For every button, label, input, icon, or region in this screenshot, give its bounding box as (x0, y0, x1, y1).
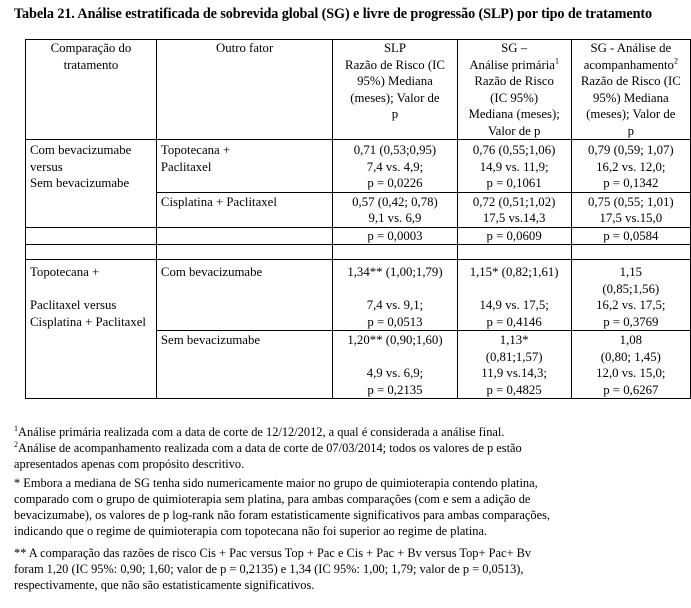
footnote-4: ** A comparação das razões de risco Cis + Pac versus Top + Pac e Cis + Pac + Bv versus Top+ Pac+ Bv foram 1,20 (IC 95%: 0,90; 1,60; valor de p = 0,2135) e 1,34 (IC 95%: 1,00; 1,79; valor de p = 0,0513), respectivamente, que não são estatisticamente significativos. (14, 546, 532, 592)
footnote-3: * Embora a mediana de SG tenha sido numericamente maior no grupo de quimioterapia contendo platina, comparado com o grupo de quimioterapia sem platina, para ambas comparações (com e sem a adição de bevacizumabe), os valores de p log-rank não foram estatisticamente significativos para ambas comparações, indicando que o regime de quimioterapia com topotecana não foi superior ao regime de platina. (14, 476, 551, 538)
table-row (26, 227, 691, 245)
spacer-row (26, 245, 691, 260)
footnote-ref-2: 2 (673, 56, 678, 66)
sg-primary-cell: 1,15* (0,82;1,61) 14,9 vs. 17,5; p = 0,4146 (457, 260, 571, 331)
header-slp: SLP Razão de Risco (IC 95%) Mediana (meses); Valor de p (333, 40, 457, 140)
footnote-2: $^2$Análise de acompanhamento realizada com a data de corte de 07/03/2014; todos os valores de p estão apresentados apenas com propósito descritivo. (14, 439, 522, 471)
header-sg-primary: SG – Análise primária$^1$ Razão de Risco (IC 95%) Mediana (meses); Valor de p (457, 40, 571, 140)
slp-cell: 1,34** (1,00;1,79) 7,4 vs. 9,1; p = 0,0513 (333, 260, 457, 331)
slp-cell: 1,20** (0,90;1,60) 4,9 vs. 6,9; p = 0,2135 (333, 331, 457, 399)
sg-followup-cell: 1,15 (0,85;1,56) 16,2 vs. 17,5; p = 0,3769 (571, 260, 690, 331)
header-other-factor: Outro fator (156, 40, 332, 140)
slp-cell: 0,57 (0,42; 0,78) 9,1 vs. 6,9 (333, 192, 457, 227)
header-comparison: Comparação do tratamento (26, 40, 157, 140)
factor-cell: Topotecana + Paclitaxel (156, 140, 332, 193)
slp-pvalue-cell: p = 0,0003 (333, 227, 457, 245)
header-row (26, 40, 691, 140)
group-label-topotecan: Topotecana + Paclitaxel versus Cisplatina + Paclitaxel (26, 260, 157, 399)
sg-followup-cell: 0,79 (0,59; 1,07) 16,2 vs. 12,0; p = 0,1342 (571, 140, 690, 193)
footnote-ref-1: 1 (554, 56, 559, 66)
table-row (26, 140, 691, 193)
sg-primary-pvalue-cell: p = 0,0609 (457, 227, 571, 245)
results-table (25, 39, 691, 399)
factor-cell: Sem bevacizumabe (156, 331, 332, 399)
group-label-bevacizumab: Com bevacizumabe versus Sem bevacizumabe (26, 140, 157, 228)
table-row (26, 260, 691, 331)
factor-cell: Com bevacizumabe (156, 260, 332, 331)
factor-cell: Cisplatina + Paclitaxel (156, 192, 332, 227)
header-sg-followup: SG - Análise de acompanhamento$^2$ Razão de Risco (IC 95%) Mediana (meses); Valor de p (571, 40, 690, 140)
footnote-1: $^1$Análise primária realizada com a data de corte de 12/12/2012, a qual é considerada a análise final. (14, 423, 505, 439)
slp-cell: 0,71 (0,53;0,95) 7,4 vs. 4,9; p = 0,0226 (333, 140, 457, 193)
sg-primary-cell: 0,76 (0,55;1,06) 14,9 vs. 11,9; p = 0,1061 (457, 140, 571, 193)
sg-primary-cell: 0,72 (0,51;1,02) 17,5 vs.14,3 (457, 192, 571, 227)
sg-primary-cell: 1,13* (0,81;1,57) 11,9 vs.14,3; p = 0,4825 (457, 331, 571, 399)
sg-followup-cell: 1,08 (0,80; 1,45) 12,0 vs. 15,0; p = 0,6267 (571, 331, 690, 399)
table-title: Tabela 21. Análise estratificada de sobrevida global (SG) e livre de progressão (SLP) por tipo de tratamento (14, 6, 653, 22)
sg-followup-cell: 0,75 (0,55; 1,01) 17,5 vs.15,0 (571, 192, 690, 227)
sg-followup-pvalue-cell: p = 0,0584 (571, 227, 690, 245)
